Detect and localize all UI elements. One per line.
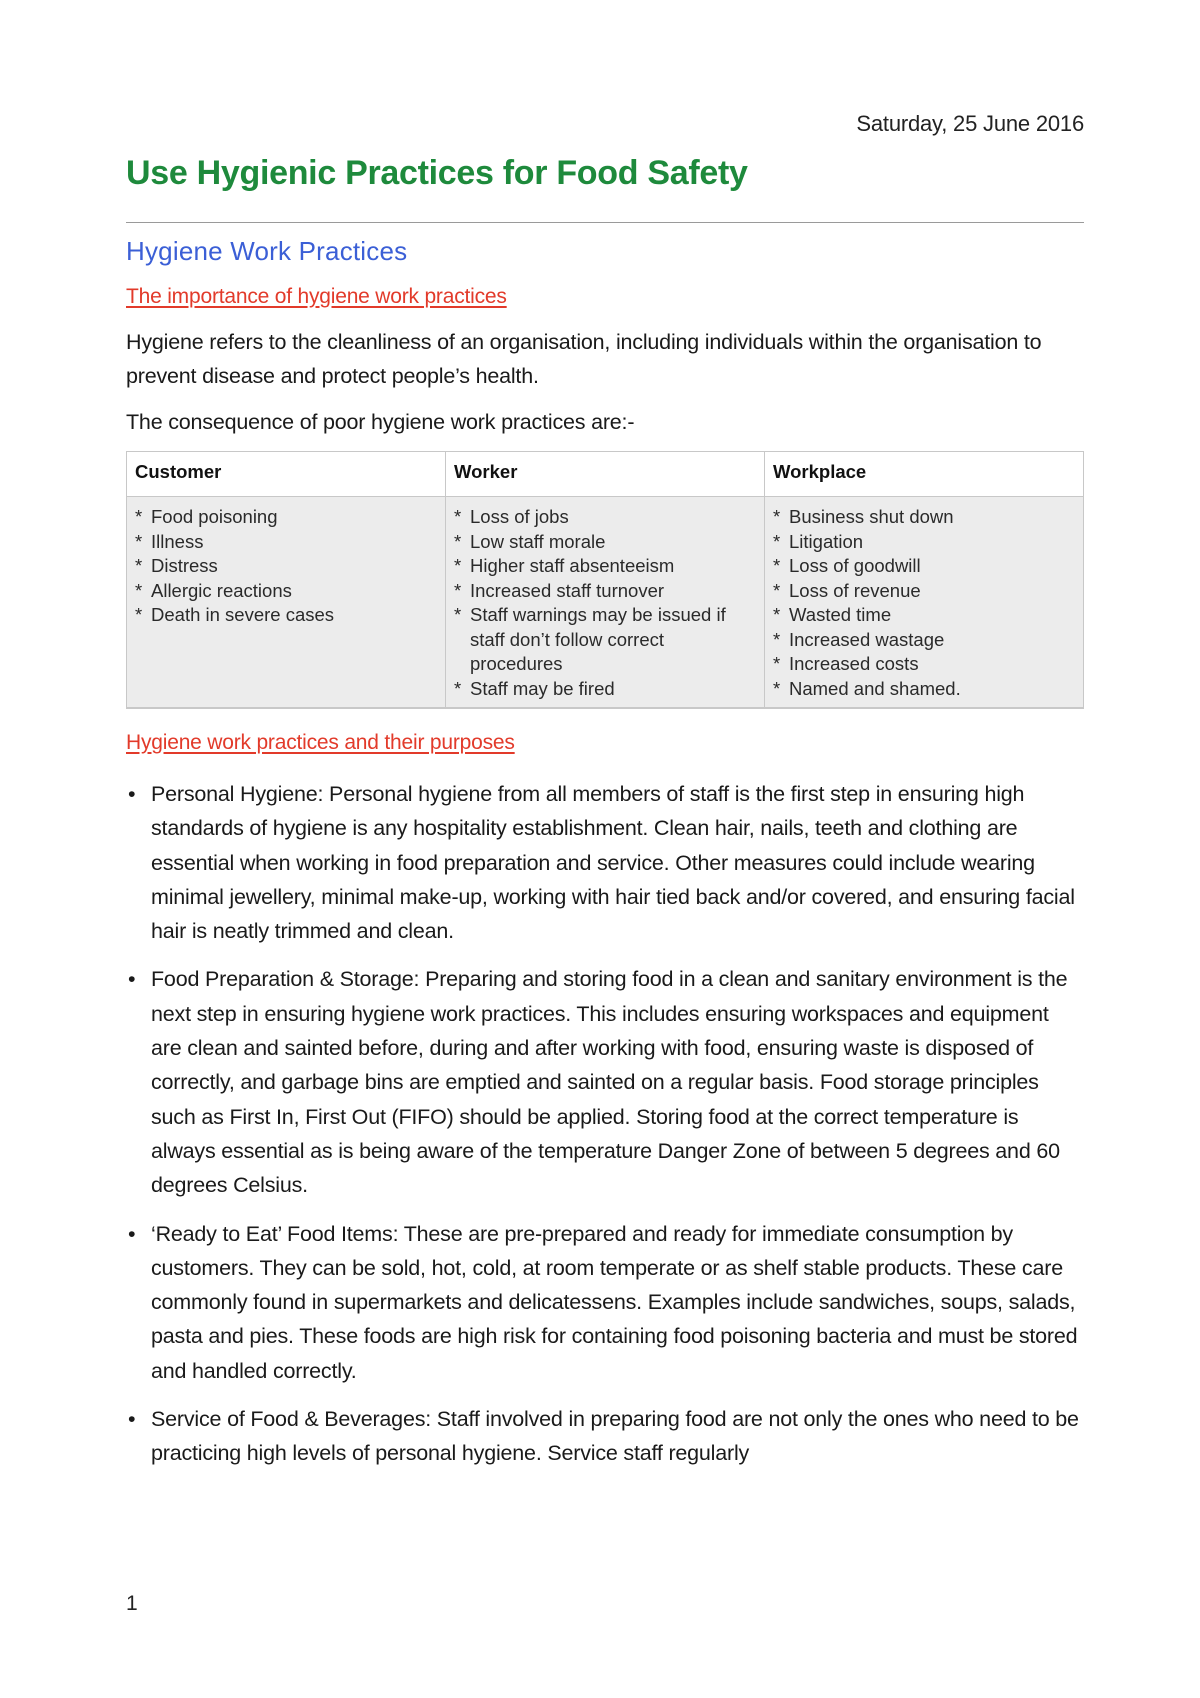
list-item bbox=[773, 652, 1075, 677]
list-item bbox=[135, 554, 437, 579]
item-text: Higher staff absenteeism bbox=[470, 555, 675, 576]
item-marker: * bbox=[135, 579, 143, 601]
list-item bbox=[454, 530, 756, 555]
item-text: Loss of jobs bbox=[470, 506, 569, 527]
intro-paragraph: Hygiene refers to the cleanliness of an organisation, including individuals within the organisation to prevent disease and protect people’s health. bbox=[126, 330, 1042, 388]
bullet-text: Personal Hygiene: Personal hygiene from all members of staff is the first step in ensuring high standards of hygiene is any hospitality establishment. Clean hair, nails, teeth and clothing are essential when working in food preparation and service. Other measures could include wearing minimal jewellery, minimal make-up, working with hair tied back and/or covered, and ensuring facial hair is neatly trimmed and clean. bbox=[151, 782, 1075, 944]
table-header-customer: Customer bbox=[127, 452, 446, 497]
item-marker: * bbox=[135, 530, 143, 552]
list-item bbox=[454, 579, 756, 604]
item-text: Loss of goodwill bbox=[789, 555, 921, 576]
list-item bbox=[126, 1402, 1084, 1471]
list-item bbox=[135, 530, 437, 555]
item-marker: * bbox=[773, 628, 781, 650]
item-text: Illness bbox=[151, 530, 204, 552]
table-cell-customer bbox=[127, 497, 446, 709]
list-item bbox=[454, 505, 756, 530]
bullet-icon: • bbox=[128, 967, 136, 992]
item-text: Named and shamed. bbox=[789, 677, 961, 699]
bullet-text: ‘Ready to Eat’ Food Items: These are pre-prepared and ready for immediate consumption by customers. They can be sold, hot, cold, at room temperate or as shelf stable products. These care commonly found in supermarkets and delicatessens. Examples include sandwiches, soups, salads, pasta and pies. These foods are high risk for containing food poisoning bacteria and must be stored and handled correctly. bbox=[151, 1221, 1078, 1383]
page-number: 1 bbox=[126, 1592, 138, 1615]
title-divider bbox=[126, 222, 1084, 223]
item-text: Litigation bbox=[789, 530, 864, 552]
item-marker: * bbox=[454, 530, 462, 552]
item-marker: * bbox=[773, 579, 781, 601]
item-marker: * bbox=[454, 506, 462, 527]
item-marker: * bbox=[135, 506, 143, 527]
item-marker: * bbox=[773, 653, 781, 674]
item-marker: * bbox=[454, 579, 462, 601]
list-item bbox=[135, 603, 437, 628]
document-page bbox=[126, 110, 1084, 1485]
list-item bbox=[773, 554, 1075, 579]
item-marker: * bbox=[454, 604, 462, 625]
section-heading: Hygiene Work Practices bbox=[126, 236, 408, 266]
list-item bbox=[773, 603, 1075, 628]
item-text: Food poisoning bbox=[151, 506, 278, 527]
table-cell-worker bbox=[446, 497, 765, 709]
table-header-workplace: Workplace bbox=[765, 452, 1084, 497]
item-marker: * bbox=[454, 555, 462, 576]
item-marker: * bbox=[773, 677, 781, 699]
item-marker: * bbox=[135, 555, 143, 576]
consequences-table bbox=[126, 451, 1084, 709]
item-marker: * bbox=[773, 506, 781, 527]
item-marker: * bbox=[454, 677, 462, 699]
subheading-purposes: Hygiene work practices and their purposes bbox=[126, 731, 515, 754]
consequence-intro: The consequence of poor hygiene work practices are:- bbox=[126, 410, 635, 434]
item-text: Low staff morale bbox=[470, 530, 606, 552]
document-title: Use Hygienic Practices for Food Safety bbox=[126, 154, 748, 192]
table-header-row bbox=[127, 452, 1084, 497]
list-item bbox=[126, 777, 1084, 948]
bullet-icon: • bbox=[128, 1407, 136, 1432]
bullet-text: Service of Food & Beverages: Staff involved in preparing food are not only the ones who need to be practicing high levels of personal hygiene. Service staff regularly bbox=[151, 1407, 1079, 1466]
list-item bbox=[773, 530, 1075, 555]
bullet-icon: • bbox=[128, 1221, 136, 1246]
list-item bbox=[454, 677, 756, 702]
item-marker: * bbox=[135, 604, 143, 625]
item-marker: * bbox=[773, 555, 781, 576]
table-header-worker: Worker bbox=[446, 452, 765, 497]
bullet-icon: • bbox=[128, 782, 136, 806]
list-item bbox=[126, 1217, 1084, 1388]
item-marker: * bbox=[773, 530, 781, 552]
item-text: Increased wastage bbox=[789, 628, 945, 650]
document-date: Saturday, 25 June 2016 bbox=[856, 111, 1084, 136]
list-item bbox=[773, 677, 1075, 702]
list-item bbox=[126, 962, 1084, 1202]
list-item bbox=[773, 579, 1075, 604]
item-text: Loss of revenue bbox=[789, 579, 921, 601]
item-text: Business shut down bbox=[789, 506, 954, 527]
practices-list bbox=[126, 777, 1084, 1471]
item-text: Increased costs bbox=[789, 653, 919, 674]
item-text: Distress bbox=[151, 555, 218, 576]
list-item bbox=[773, 628, 1075, 653]
table-row bbox=[127, 497, 1084, 709]
item-text: Death in severe cases bbox=[151, 604, 335, 625]
item-text: Wasted time bbox=[789, 604, 892, 625]
subheading-importance: The importance of hygiene work practices bbox=[126, 285, 507, 308]
bullet-text: Food Preparation & Storage: Preparing and storing food in a clean and sanitary environment is the next step in ensuring hygiene work practices. This includes ensuring workspaces and equipment are clean and sainted before, during and after working with food, ensuring waste is disposed of correctly, and garbage bins are emptied and sainted on a regular basis. Food storage principles such as First In, First Out (FIFO) should be applied. Storing food at the correct temperature is always essential as is being aware of the temperature Danger Zone of between 5 degrees and 60 degrees Celsius. bbox=[151, 967, 1068, 1198]
table-cell-workplace bbox=[765, 497, 1084, 709]
list-item bbox=[135, 579, 437, 604]
item-text: Allergic reactions bbox=[151, 579, 292, 601]
list-item bbox=[454, 554, 756, 579]
list-item bbox=[773, 505, 1075, 530]
list-item bbox=[454, 603, 756, 677]
item-text: Increased staff turnover bbox=[470, 579, 665, 601]
item-marker: * bbox=[773, 604, 781, 625]
item-text: Staff may be fired bbox=[470, 677, 615, 699]
list-item bbox=[135, 505, 437, 530]
item-text: Staff warnings may be issued if staff don’t follow correct procedures bbox=[470, 604, 726, 674]
